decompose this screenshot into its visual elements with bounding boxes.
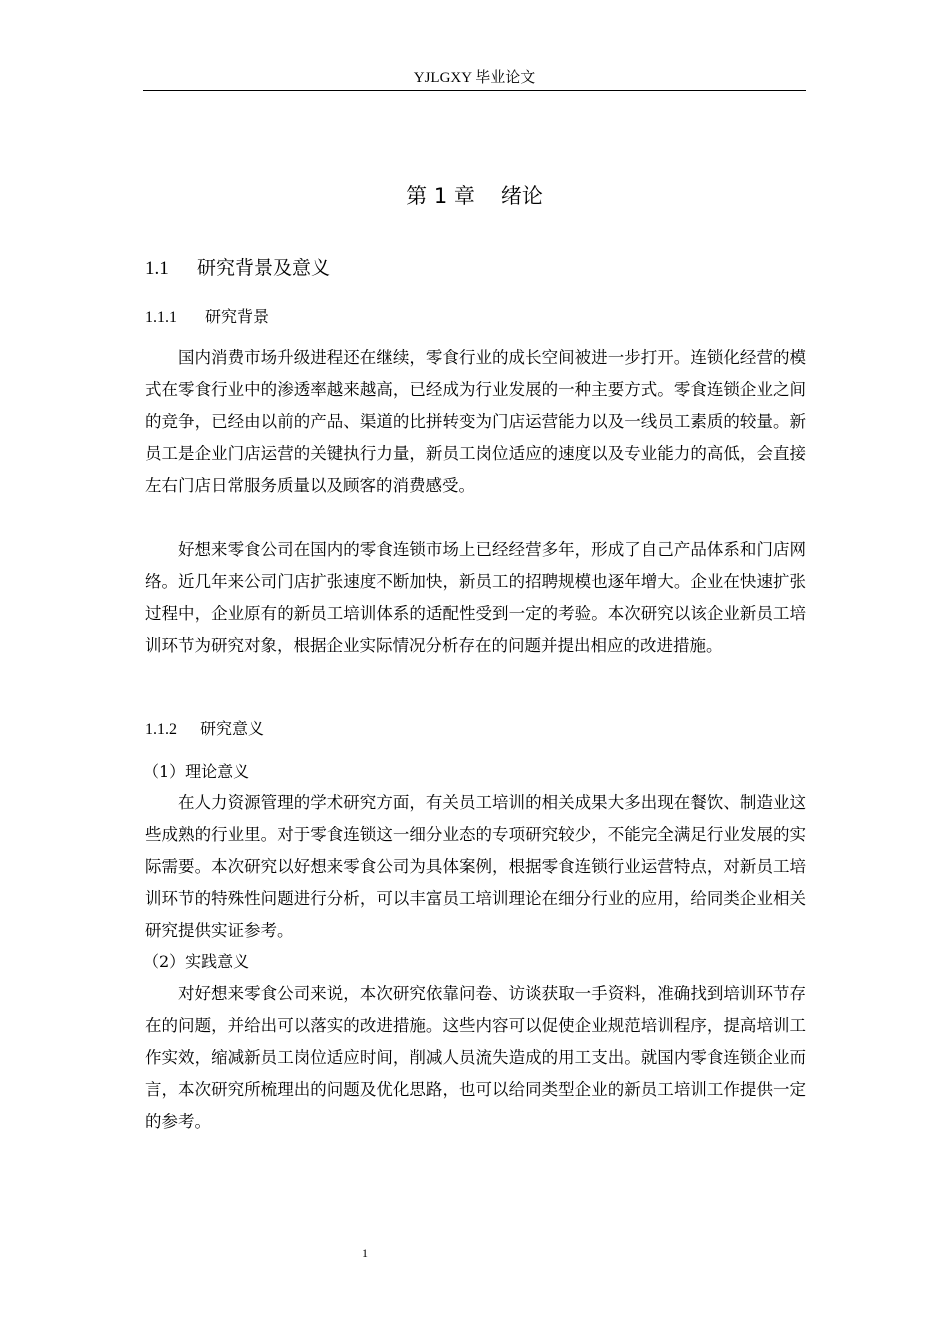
section-title: 研究背景及意义 [197,257,331,279]
section-number: 1.1.2 [145,721,177,738]
subheading-theory: （1）理论意义 [143,762,250,781]
section-heading-1-1-2 [145,717,264,742]
paragraph-background-2: 好想来零食公司在国内的零食连锁市场上已经经营多年，形成了自己产品体系和门店网络。近几年来公司门店扩张速度不断加快，新员工的招聘规模也逐年增大。企业在快速扩张过程中，企业原有的新员工培训体系的适配性受到一定的考验。本次研究以该企业新员工培训环节为研究对象，根据企业实际情况分析存在的问题并提出相应的改进措施。 [145,540,806,655]
section-heading-1-1-1 [145,305,269,330]
paragraph-background-1: 国内消费市场升级进程还在继续，零食行业的成长空间被进一步打开。连锁化经营的模式在零食行业中的渗透率越来越高，已经成为行业发展的一种主要方式。零食连锁企业之间的竞争，已经由以前的产品、渠道的比拼转变为门店运营能力以及一线员工素质的较量。新员工是企业门店运营的关键执行力量，新员工岗位适应的速度以及专业能力的高低，会直接左右门店日常服务质量以及顾客的消费感受。 [145,348,806,495]
paragraph-theory: 在人力资源管理的学术研究方面，有关员工培训的相关成果大多出现在餐饮、制造业这些成熟的行业里。对于零食连锁这一细分业态的专项研究较少，不能完全满足行业发展的实际需要。本次研究以好想来零食公司为具体案例，根据零食连锁行业运营特点，对新员工培训环节的特殊性问题进行分析，可以丰富员工培训理论在细分行业的应用，给同类企业相关研究提供实证参考。 [145,793,806,940]
section-title: 研究背景 [205,307,270,326]
section-number: 1.1.1 [145,309,177,326]
running-header: YJLGXY 毕业论文 [413,70,536,86]
section-number: 1.1 [145,258,169,279]
page-number: 1 [362,1246,368,1260]
chapter-name: 绪论 [500,184,543,208]
section-heading-1-1 [145,254,330,283]
paragraph-practice: 对好想来零食公司来说，本次研究依靠问卷、访谈获取一手资料，准确找到培训环节存在的问题，并给出可以落实的改进措施。这些内容可以促使企业规范培训程序，提高培训工作实效，缩减新员工岗位适应时间，削减人员流失造成的用工支出。就国内零食连锁企业而言，本次研究所梳理出的问题及优化思路，也可以给同类型企业的新员工培训工作提供一定的参考。 [145,984,806,1131]
chapter-title [143,181,806,211]
subheading-practice: （2）实践意义 [143,952,250,971]
chapter-number: 第 1 章 [406,184,475,208]
header-rule [143,90,806,91]
section-title: 研究意义 [200,719,265,738]
